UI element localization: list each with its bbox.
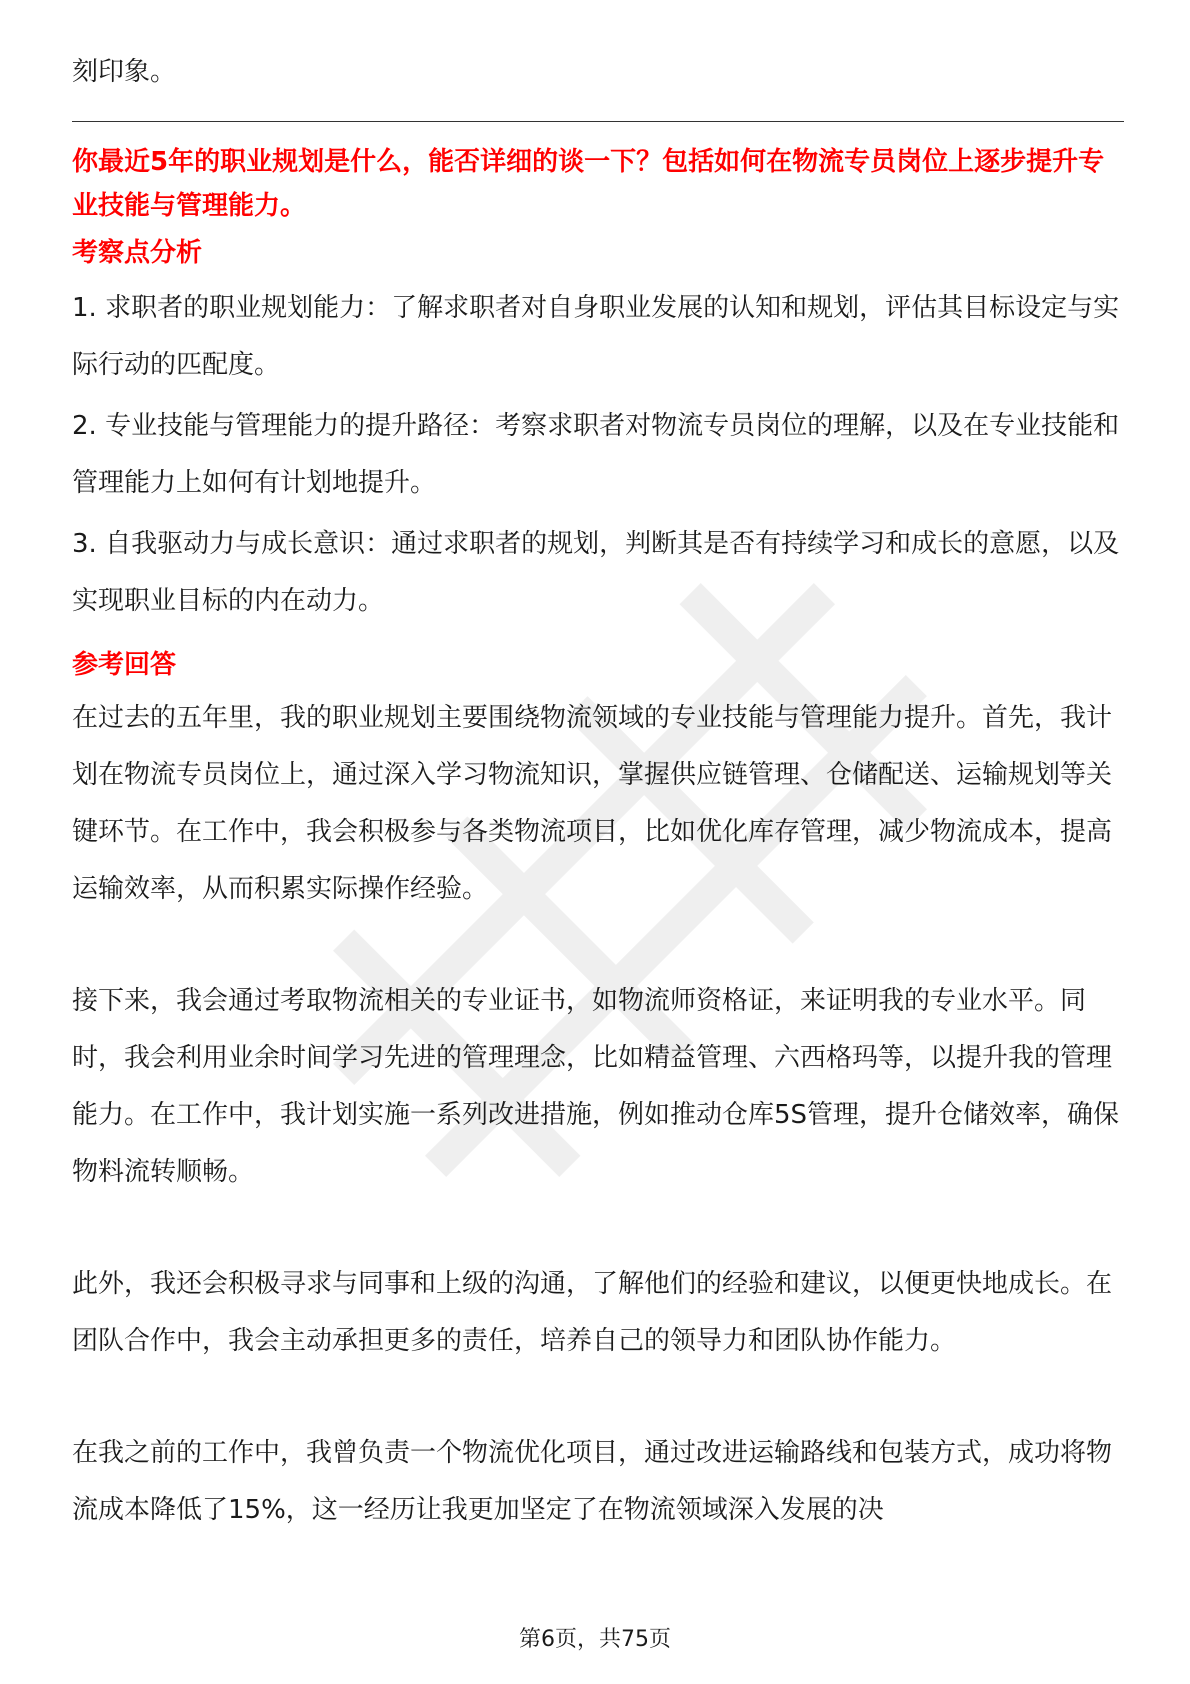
answer-heading: 参考回答 — [72, 650, 177, 680]
reference-answer — [72, 690, 1124, 1594]
answer-paragraph: 在我之前的工作中，我曾负责一个物流优化项目，通过改进运输路线和包装方式，成功将物流成本降低了15%，这一经历让我更加坚定了在物流领域深入发展的决 — [72, 1438, 1113, 1525]
interview-question: 你最近5年的职业规划是什么，能否详细的谈一下？包括如何在物流专员岗位上逐步提升专业技能与管理能力。 — [72, 147, 1105, 221]
page-number: 第6页，共75页 — [519, 1627, 671, 1652]
analysis-item: 3. 自我驱动力与成长意识：通过求职者的规划，判断其是否有持续学习和成长的意愿，以及实现职业目标的内在动力。 — [72, 529, 1120, 616]
section-divider — [72, 121, 1124, 122]
analysis-item: 1. 求职者的职业规划能力：了解求职者对自身职业发展的认知和规划，评估其目标设定与实际行动的匹配度。 — [72, 293, 1120, 380]
answer-paragraph: 此外，我还会积极寻求与同事和上级的沟通，了解他们的经验和建议，以便更快地成长。在团队合作中，我会主动承担更多的责任，培养自己的领导力和团队协作能力。 — [72, 1269, 1113, 1356]
analysis-item: 2. 专业技能与管理能力的提升路径：考察求职者对物流专员岗位的理解，以及在专业技能和管理能力上如何有计划地提升。 — [72, 411, 1120, 498]
analysis-list — [72, 280, 1124, 634]
answer-paragraph: 接下来，我会通过考取物流相关的专业证书，如物流师资格证，来证明我的专业水平。同时，我会利用业余时间学习先进的管理理念，比如精益管理、六西格玛等，以提升我的管理能力。在工作中，我计划实施一系列改进措施，例如推动仓库5S管理，提升仓储效率，确保物料流转顺畅。 — [72, 986, 1120, 1187]
answer-paragraph: 在过去的五年里，我的职业规划主要围绕物流领域的专业技能与管理能力提升。首先，我计划在物流专员岗位上，通过深入学习物流知识，掌握供应链管理、仓储配送、运输规划等关键环节。在工作中，我会积极参与各类物流项目，比如优化库存管理，减少物流成本，提高运输效率，从而积累实际操作经验。 — [72, 703, 1113, 904]
analysis-heading: 考察点分析 — [72, 238, 203, 268]
continued-text-fragment: 刻印象。 — [72, 57, 177, 87]
